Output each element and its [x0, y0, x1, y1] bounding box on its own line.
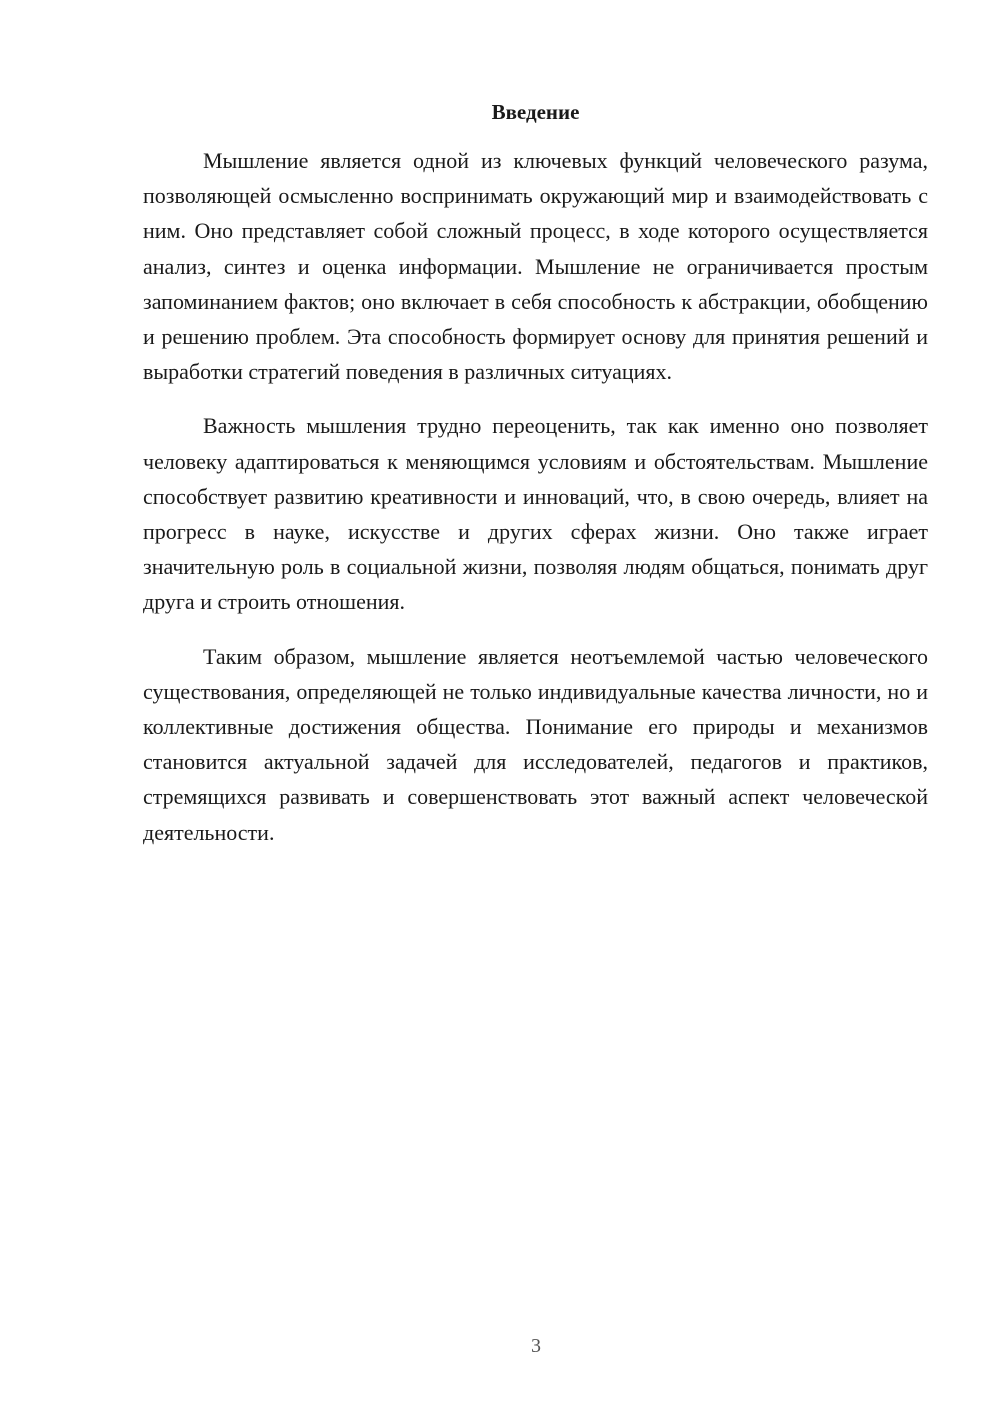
paragraph-2: Важность мышления трудно переоценить, так как именно оно позволяет человеку адаптироваться к меняющимся условиям и обстоятельствам. Мышление способствует развитию креативности и инноваций, что, в свою очередь, влияет на прогресс в науке, искусстве и других сферах жизни. Оно также играет значительную роль в социальной жизни, позволяя людям общаться, понимать друг друга и строить отношения.	[143, 413, 928, 615]
paragraph-1: Мышление является одной из ключевых функций человеческого разума, позволяющей осмысленно воспринимать окружающий мир и взаимодействовать с ним. Оно представляет собой сложный процесс, в ходе которого осуществляется анализ, синтез и оценка информации. Мышление не ограничивается простым запоминанием фактов; оно включает в себя способность к абстракции, обобщению и решению проблем. Эта способность формирует основу для принятия решений и выработки стратегий поведения в различных ситуациях.	[143, 148, 928, 385]
page-number: 3	[531, 1335, 541, 1357]
section-title: Введение	[491, 100, 580, 124]
paragraph-3: Таким образом, мышление является неотъемлемой частью человеческого существования, определяющей не только индивидуальные качества личности, но и коллективные достижения общества. Понимание его природы и механизмов становится актуальной задачей для исследователей, педагогов и практиков, стремящихся развивать и совершенствовать этот важный аспект человеческой деятельности.	[143, 643, 928, 845]
body-text	[143, 143, 928, 869]
